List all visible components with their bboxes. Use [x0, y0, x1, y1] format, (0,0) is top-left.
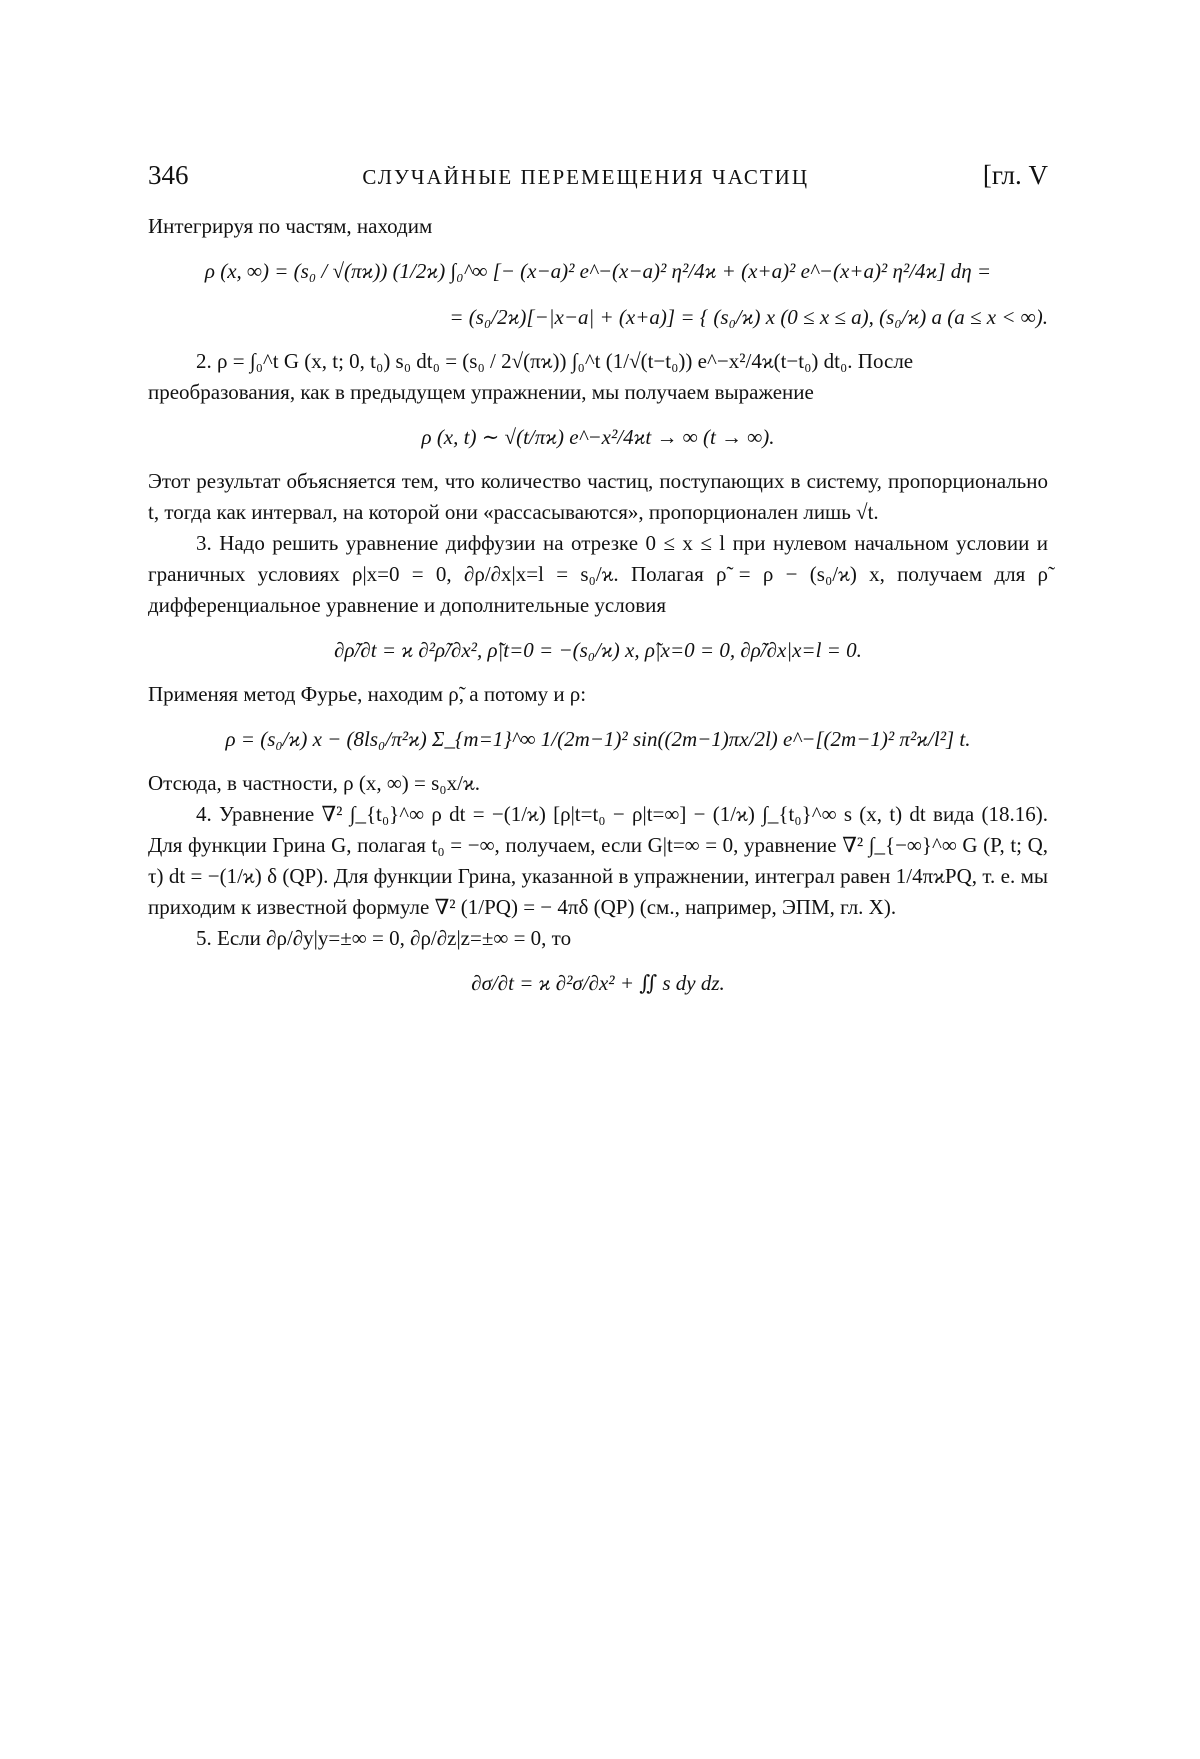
chapter-label: [гл. V	[982, 160, 1048, 190]
page	[148, 160, 1048, 1012]
paragraph: преобразования, как в предыдущем упражнении, мы получаем выражение	[148, 380, 814, 404]
paragraph: Отсюда, в частности, ρ (x, ∞) = s₀x/ϰ.	[148, 771, 480, 795]
exercise-2: 2. ρ = ∫₀^t G (x, t; 0, t₀) s₀ dt₀ = (s₀ / 2√(πϰ)) ∫₀^t (1/√(t−t₀)) e^−x²/4ϰ(t−t₀) dt₀. После	[196, 349, 914, 373]
formula: ρ = (s₀/ϰ) x − (8ls₀/π²ϰ) Σ_{m=1}^∞ 1/(2m−1)² sin((2m−1)πx/2l) e^−[(2m−1)² π²ϰ/l²] t.	[225, 727, 971, 751]
paragraph: Применяя метод Фурье, находим ρ̃, а потому и ρ:	[148, 682, 587, 706]
page-header	[148, 160, 1048, 191]
formula: ∂ρ̃/∂t = ϰ ∂²ρ̃/∂x², ρ̃|t=0 = −(s₀/ϰ) x, ρ̃|x=0 = 0, ∂ρ̃/∂x|x=l = 0.	[334, 638, 862, 662]
formula: ∂σ/∂t = ϰ ∂²σ/∂x² + ∬ s dy dz.	[471, 971, 725, 995]
formula: = (s₀/2ϰ)[−|x−a| + (x+a)] = { (s₀/ϰ) x (0 ≤ x ≤ a), (s₀/ϰ) a (a ≤ x < ∞).	[449, 305, 1048, 329]
page-number: 346	[148, 160, 189, 190]
formula: ρ (x, ∞) = (s₀ / √(πϰ)) (1/2ϰ) ∫₀^∞ [− (x−a)² e^−(x−a)² η²/4ϰ + (x+a)² e^−(x+a)² η²/4ϰ] dη =	[204, 259, 992, 283]
running-title: СЛУЧАЙНЫЕ ПЕРЕМЕЩЕНИЯ ЧАСТИЦ	[362, 165, 809, 189]
exercise-3: 3. Надо решить уравнение диффузии на отрезке 0 ≤ x ≤ l при нулевом начальном условии и граничных условиях ρ|x=0 = 0, ∂ρ/∂x|x=l = s₀/ϰ. Полагая ρ̃ = ρ − (s₀/ϰ) x, получаем для ρ̃ дифференциальное уравнение и дополнительные условия	[148, 531, 1048, 617]
exercise-4: 4. Уравнение ∇² ∫_{t₀}^∞ ρ dt = −(1/ϰ) [ρ|t=t₀ − ρ|t=∞] − (1/ϰ) ∫_{t₀}^∞ s (x, t) dt вида (18.16). Для функции Грина G, полагая t₀ = −∞, получаем, если G|t=∞ = 0, уравнение ∇² ∫_{−∞}^∞ G (P, t; Q, τ) dt = −(1/ϰ) δ (QP). Для функции Грина, указанной в упражнении, интеграл равен 1/4πϰPQ, т. е. мы приходим к известной формуле ∇² (1/PQ) = − 4πδ (QP) (см., например, ЭПМ, гл. X).	[148, 802, 1048, 919]
paragraph: Этот результат объясняется тем, что количество частиц, поступающих в систему, пропорционально t, тогда как интервал, на которой они «рассасываются», пропорционален лишь √t.	[148, 469, 1048, 524]
paragraph: Интегрируя по частям, находим	[148, 214, 433, 238]
formula: ρ (x, t) ∼ √(t/πϰ) e^−x²/4ϰt → ∞ (t → ∞).	[421, 425, 775, 449]
exercise-5: 5. Если ∂ρ/∂y|y=±∞ = 0, ∂ρ/∂z|z=±∞ = 0, то	[196, 926, 572, 950]
